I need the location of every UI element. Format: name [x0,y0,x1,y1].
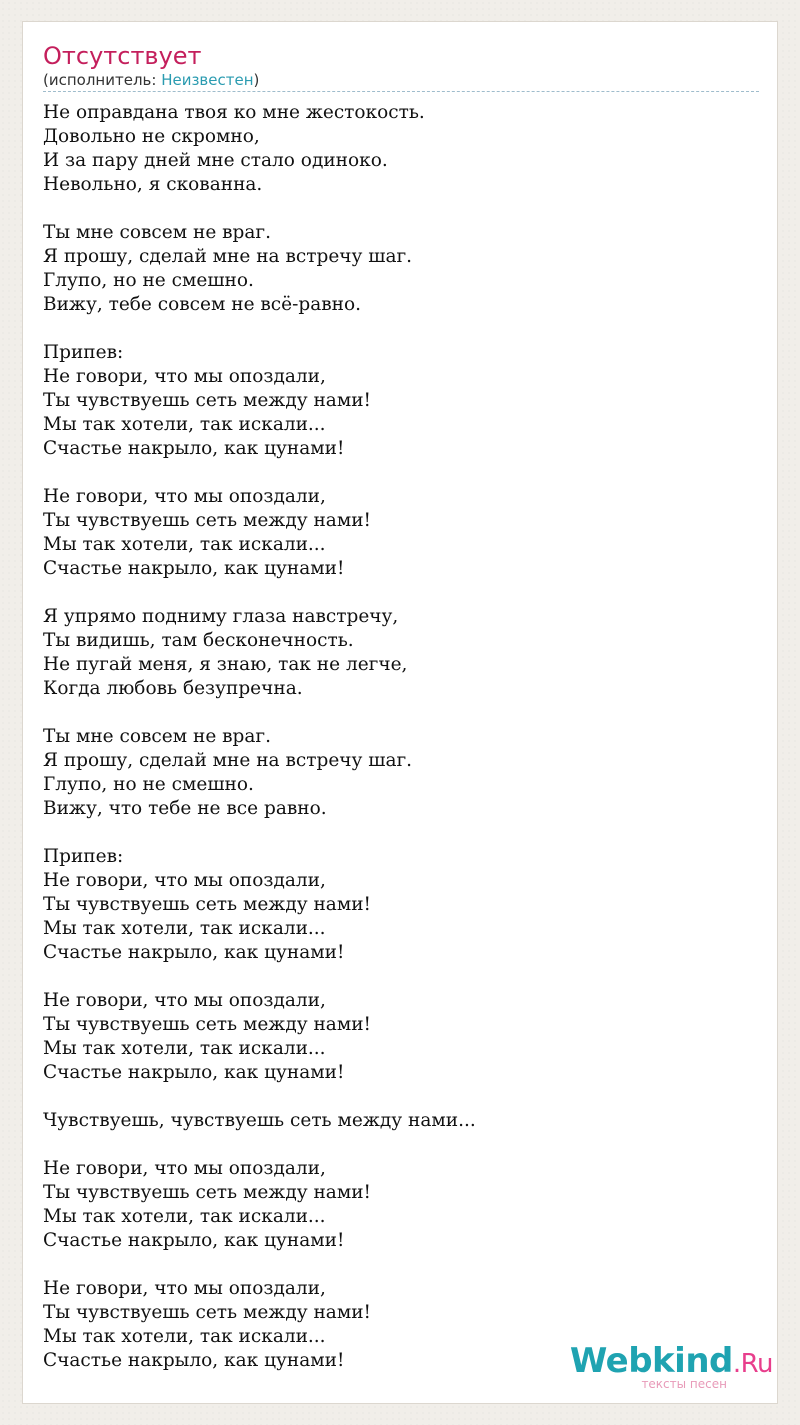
logo-main-text: Webkind [569,1341,733,1381]
logo-tagline: тексты песен [641,1377,727,1391]
logo-tld: .Ru [732,1349,773,1379]
song-header [43,42,759,92]
artist-line [43,70,759,90]
artist-suffix: ) [253,71,260,89]
site-logo[interactable] [569,1341,773,1391]
lyrics-text: Не оправдана твоя ко мне жестокость. Довольно не скромно, И за пару дней мне стало одиноко. Невольно, я скованна. Ты мне совсем не враг. Я прошу, сделай мне на встречу шаг. Глупо, но не смешно. Вижу, тебе совсем не всё-равно. Припев: Не говори, что мы опоздали, Ты чувствуешь сеть между нами! Мы так хотели, так искали... Счастье накрыло, как цунами! Не говори, что мы опоздали, Ты чувствуешь сеть между нами! Мы так хотели, так искали... Счастье накрыло, как цунами! Я упрямо подниму глаза навстречу, Ты видишь, там бесконечность. Не пугай меня, я знаю, так не легче, Когда любовь безупречна. Ты мне совсем не враг. Я прошу, сделай мне на встречу шаг. Глупо, но не смешно. Вижу, что тебе не все равно. Припев: Не говори, что мы опоздали, Ты чувствуешь сеть между нами! Мы так хотели, так искали... Счастье накрыло, как цунами! Не говори, что мы опоздали, Ты чувствуешь сеть между нами! Мы так хотели, так искали... Счастье накрыло, как цунами! Чувствуешь, чувствуешь сеть между нами... Не говори, что мы опоздали, Ты чувствуешь сеть между нами! Мы так хотели, так искали... Счастье накрыло, как цунами! Не говори, что мы опоздали, Ты чувствуешь сеть между нами! Мы так хотели, так искали... Счастье накрыло, как цунами! [43,102,476,1371]
song-title: Отсутствует [43,42,202,70]
artist-prefix: (исполнитель: [43,71,162,89]
artist-link[interactable]: Неизвестен [161,71,254,89]
lyrics-card [22,21,778,1404]
